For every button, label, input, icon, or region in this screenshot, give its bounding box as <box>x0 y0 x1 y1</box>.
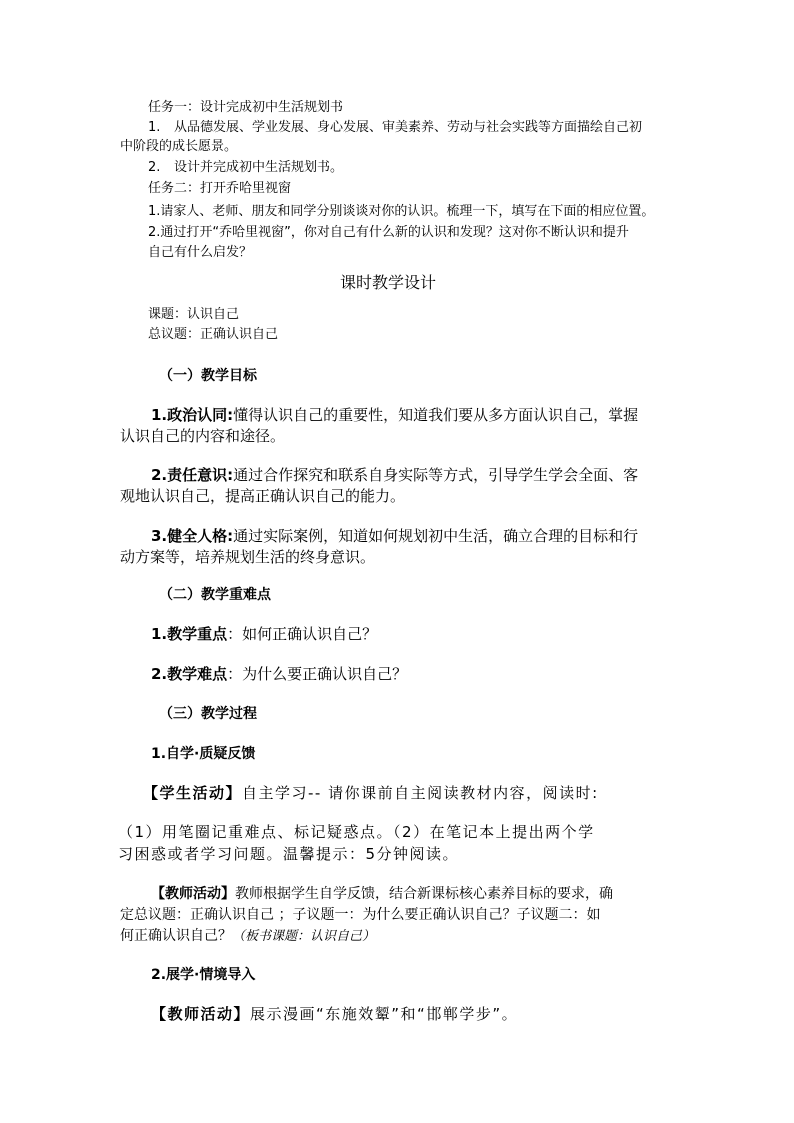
goal1-text: 懂得认识自己的重要性，知道我们要从多方面认识自己，掌握 <box>233 406 639 424</box>
difficult-point-text: ：为什么要正确认识自己？ <box>227 665 408 683</box>
section3-heading: （三）教学过程 <box>159 706 257 722</box>
task2-paragraph-1: 1.请家人、老师、朋友和同学分别谈谈对你的认识。梳理一下，填写在下面的相应位置。 <box>148 204 655 219</box>
lesson-topic: 课题：认识自己 <box>148 307 240 322</box>
difficult-point <box>151 664 407 684</box>
student-activity-line2: （1）用笔圈记重难点、标记疑惑点。（2）在笔记本上提出两个学 <box>118 823 595 841</box>
task2-paragraph-2: 2.通过打开“乔哈里视窗”，你对自己有什么新的认识和发现？这对你不断认识和提升 <box>148 225 629 240</box>
student-activity <box>143 783 599 803</box>
key-point-text: ：如何正确认识自己？ <box>227 625 378 643</box>
student-activity-line3: 习困惑或者学习问题。温馨提示：5分钟阅读。 <box>118 845 460 863</box>
student-activity-text: 自主学习-- 请你课前自主阅读教材内容，阅读时: <box>242 784 599 802</box>
section1-heading: （一）教学目标 <box>159 368 257 384</box>
key-point-label: 1.教学重点 <box>151 625 228 643</box>
goal3-text-cont: 动方案等，培养规划生活的终身意识。 <box>120 548 376 566</box>
step1-heading: 1.自学·质疑反馈 <box>151 746 256 762</box>
difficult-point-label: 2.教学难点 <box>151 665 228 683</box>
goal3-label: 3.健全人格: <box>151 527 234 545</box>
teacher-activity-2-label: 【教师活动】 <box>151 1005 251 1023</box>
goal2-label: 2.责任意识: <box>151 466 234 484</box>
task1-item2-number: 2. <box>148 160 161 175</box>
teacher-activity-2 <box>151 1004 518 1024</box>
goal1-text-cont: 认识自己的内容和途径。 <box>120 427 286 445</box>
section2-heading: （二）教学重难点 <box>159 587 271 603</box>
goal2-text: 通过合作探究和联系自身实际等方式，引导学生学会全面、客 <box>233 466 639 484</box>
task1-item1-text: 从品德发展、学业发展、身心发展、审美素养、劳动与社会实践等方面描绘自己初 <box>174 120 643 135</box>
student-activity-label: 【学生活动】 <box>143 784 243 802</box>
task1-item1-number: 1. <box>148 120 161 135</box>
lesson-design-title: 课时教学设计 <box>340 273 437 292</box>
teacher-activity-line3-text: 何正确认识自己？ <box>120 928 232 944</box>
board-topic-note: （板书课题：认识自己） <box>232 929 376 944</box>
goal3-text: 通过实际案例，知道如何规划初中生活，确立合理的目标和行 <box>233 527 639 545</box>
general-issue: 总议题：正确认识自己 <box>148 327 279 342</box>
task1-heading: 任务一：设计完成初中生活规划书 <box>148 100 344 115</box>
task2-paragraph-2-cont: 自己有什么启发？ <box>148 245 253 260</box>
goal3 <box>151 526 638 546</box>
task2-heading: 任务二：打开乔哈里视窗 <box>148 181 292 196</box>
teacher-activity-line2: 定总议题：正确认识自己 ；子议题一：为什么要正确认识自己？子议题二：如 <box>120 907 601 923</box>
teacher-activity-label: 【教师活动】 <box>151 886 235 902</box>
task1-item2-text: 设计并完成初中生活规划书。 <box>174 160 344 175</box>
step2-heading: 2.展学·情境导入 <box>151 967 256 983</box>
task1-item1-text-cont: 中阶段的成长愿景。 <box>120 139 238 154</box>
teacher-activity <box>151 884 613 904</box>
teacher-activity-2-text: 展示漫画“东施效颦”和“邯郸学步”。 <box>250 1005 519 1023</box>
goal1 <box>151 405 638 425</box>
goal2 <box>151 465 638 485</box>
teacher-activity-text: 教师根据学生自学反馈，结合新课标核心素养目标的要求，确 <box>235 886 613 902</box>
key-point <box>151 624 377 644</box>
goal1-label: 1.政治认同: <box>151 406 234 424</box>
goal2-text-cont: 观地认识自己，提高正确认识自己的能力。 <box>120 487 406 505</box>
teacher-activity-line3 <box>120 926 375 947</box>
